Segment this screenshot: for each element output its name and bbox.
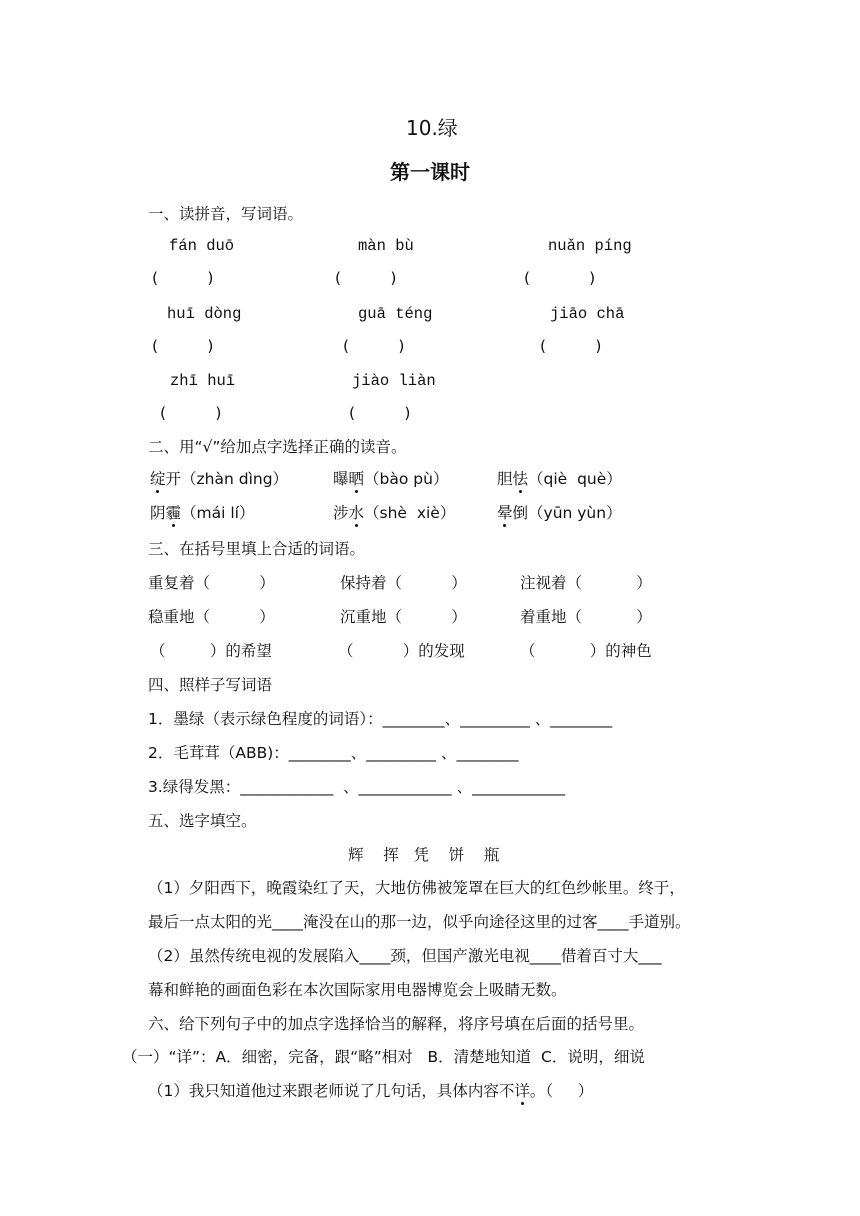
sentence-1-line-2: 最后一点太阳的光____淹没在山的那一边，似乎向途径这里的过客____手道别。 bbox=[148, 913, 691, 931]
fill-item-8: （ ）的发现 bbox=[338, 642, 465, 660]
section-4-heading: 四、照样子写词语 bbox=[148, 676, 273, 694]
fill-item-9: （ ）的神色 bbox=[520, 642, 652, 660]
answer-blank-6: ( ) bbox=[540, 337, 602, 355]
char-choices: 辉 挥 凭 饼 瓶 bbox=[348, 846, 500, 864]
sentence-2-line-2: 幕和鲜艳的画面色彩在本次国际家用电器博览会上吸睛无数。 bbox=[148, 981, 567, 999]
dotted-char: 晒 bbox=[348, 470, 365, 488]
answer-blank-3: ( ) bbox=[524, 269, 596, 287]
lesson-subtitle: 第一课时 bbox=[390, 160, 470, 184]
section-3-heading: 三、在括号里填上合适的词语。 bbox=[148, 540, 366, 558]
answer-blank-4: ( ) bbox=[152, 337, 214, 355]
pinyin-1: fán duō bbox=[169, 237, 235, 255]
dotted-char: 绽 bbox=[150, 470, 166, 488]
dotted-char: 晕 bbox=[497, 504, 513, 522]
fill-item-7: （ ）的希望 bbox=[150, 642, 272, 660]
answer-blank-2: ( ) bbox=[335, 269, 397, 287]
reading-item-5: 涉水（shè xiè） bbox=[333, 504, 456, 522]
dotted-char: 水 bbox=[348, 504, 365, 522]
question-1: （1）我只知道他过来跟老师说了几句话，具体内容不详。（ ） bbox=[148, 1082, 594, 1100]
definition-options-1: （一）“详”：A．细密，完备，跟“略”相对 B．清楚地知道 C．说明，细说 bbox=[122, 1048, 645, 1066]
lesson-title: 10.绿 bbox=[406, 116, 458, 140]
fill-item-3: 注视着（ ） bbox=[520, 574, 652, 592]
dotted-char: 怯 bbox=[512, 470, 529, 488]
pinyin-5: guā téng bbox=[358, 305, 433, 323]
answer-blank-5: ( ) bbox=[343, 337, 405, 355]
sentence-1-line-1: （1）夕阳西下，晚霞染红了天，大地仿佛被笼罩在巨大的红色纱帐里。终于， bbox=[148, 879, 685, 897]
reading-item-4: 阴霾（mái lí） bbox=[150, 504, 255, 522]
example-line-1: 1．墨绿（表示绿色程度的词语）：________、_________ 、________ bbox=[148, 710, 613, 728]
fill-item-4: 稳重地（ ） bbox=[148, 608, 275, 626]
answer-blank-1: ( ) bbox=[152, 269, 214, 287]
answer-blank-7: ( ) bbox=[160, 404, 222, 422]
section-1-heading: 一、读拼音，写词语。 bbox=[148, 205, 304, 223]
sentence-2-line-1: （2）虽然传统电视的发展陷入____颈，但国产激光电视____借着百寸大___ bbox=[148, 947, 662, 965]
dotted-char: 霾 bbox=[165, 504, 182, 522]
section-2-heading: 二、用“√”给加点字选择正确的读音。 bbox=[148, 438, 407, 456]
fill-item-6: 着重地（ ） bbox=[520, 608, 652, 626]
section-5-heading: 五、选字填空。 bbox=[148, 812, 257, 830]
pinyin-4: huī dòng bbox=[167, 305, 242, 323]
pinyin-3: nuǎn píng bbox=[548, 237, 632, 255]
fill-item-2: 保持着（ ） bbox=[340, 574, 467, 592]
answer-blank-8: ( ) bbox=[349, 404, 411, 422]
example-line-3: 3.绿得发黑：____________ 、____________ 、____________ bbox=[148, 778, 566, 796]
example-line-2: 2．毛茸茸（ABB)：________、_________ 、________ bbox=[148, 744, 519, 762]
reading-item-6: 晕倒（yūn yùn） bbox=[497, 504, 622, 522]
reading-item-3: 胆怯（qiè què） bbox=[497, 470, 622, 488]
reading-item-1: 绽开（zhàn dìng） bbox=[150, 470, 289, 488]
fill-item-5: 沉重地（ ） bbox=[340, 608, 467, 626]
pinyin-7: zhī huī bbox=[170, 372, 236, 390]
reading-item-2: 曝晒（bào pù） bbox=[333, 470, 449, 488]
dotted-char: 详 bbox=[514, 1082, 530, 1100]
pinyin-8: jiào liàn bbox=[352, 372, 436, 390]
fill-item-1: 重复着（ ） bbox=[148, 574, 275, 592]
pinyin-2: màn bù bbox=[358, 237, 414, 255]
section-6-heading: 六、给下列句子中的加点字选择恰当的解释，将序号填在后面的括号里。 bbox=[148, 1015, 645, 1033]
pinyin-6: jiāo chā bbox=[550, 305, 625, 323]
